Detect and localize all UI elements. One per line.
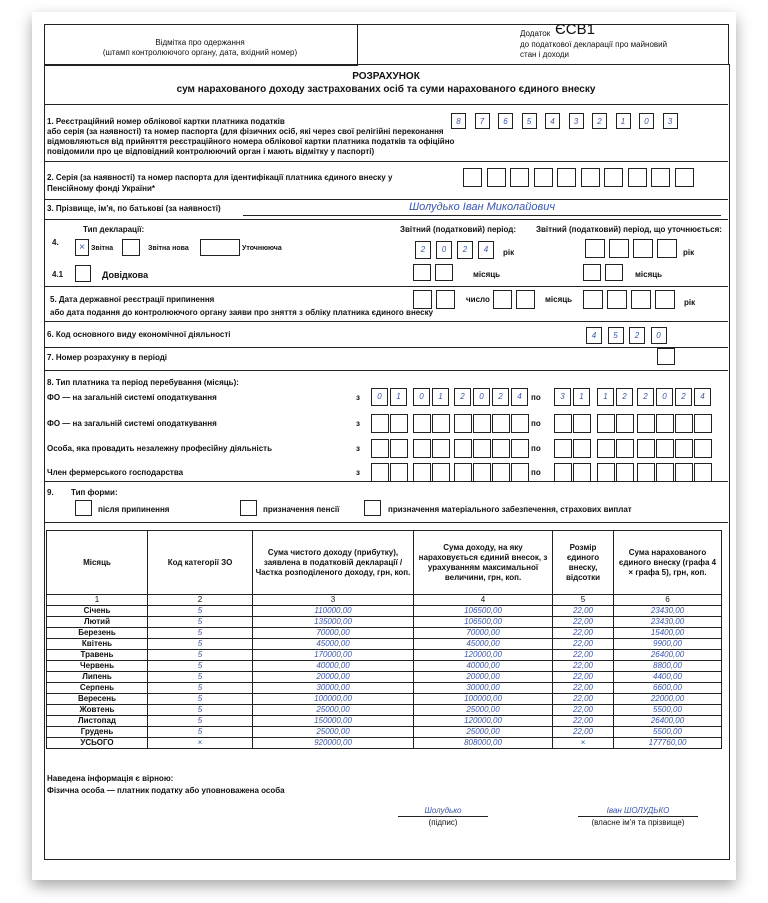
s5-line2: або дата подання до контролюючого органу заяви про зняття з обліку платника єдиного внеску xyxy=(50,308,434,317)
year-box[interactable] xyxy=(583,290,603,309)
table-row xyxy=(47,694,722,705)
table-row xyxy=(47,639,722,650)
year-box[interactable] xyxy=(631,290,651,309)
value-cell: 40000,00 xyxy=(253,661,414,672)
table-row xyxy=(47,727,722,738)
s2-line2: Пенсійному фонді України* xyxy=(47,184,155,193)
value-cell: 110000,00 xyxy=(253,606,414,617)
value-cell: 26400,00 xyxy=(614,716,722,727)
period-box[interactable] xyxy=(492,414,510,433)
period-box[interactable] xyxy=(454,463,472,482)
value-cell: 22,00 xyxy=(553,639,614,650)
kved-digit: 4 xyxy=(586,327,602,344)
day-box[interactable] xyxy=(436,290,455,309)
month-cell: Червень xyxy=(47,661,148,672)
clarify-year-box[interactable] xyxy=(609,239,629,258)
col-contribution-header: Сума нарахованого єдиного внеску (графа 4 × графа 5), грн, коп. xyxy=(614,531,722,595)
divider xyxy=(44,161,728,162)
value-cell: 25000,00 xyxy=(253,705,414,716)
value-cell: 5 xyxy=(148,606,253,617)
s9-number: 9. xyxy=(47,488,54,497)
footer-name-label: (власне ім'я та прізвище) xyxy=(591,818,685,827)
period-box[interactable] xyxy=(390,463,408,482)
to-label: по xyxy=(531,419,541,428)
s4-opt-current: Звітна xyxy=(91,245,114,252)
footer-line1: Наведена інформація є вірною: xyxy=(47,774,174,783)
period-box[interactable] xyxy=(597,439,615,458)
period-box[interactable] xyxy=(694,439,712,458)
value-cell: 135000,00 xyxy=(253,617,414,628)
value-cell: 22,00 xyxy=(553,661,614,672)
name-line xyxy=(578,816,698,817)
year-box[interactable] xyxy=(607,290,627,309)
period-box[interactable] xyxy=(656,463,674,482)
contributions-table xyxy=(46,530,722,749)
s3-fullname: Шолудько Іван Миколайович xyxy=(408,201,556,213)
passport-box[interactable] xyxy=(487,168,506,187)
period-box[interactable] xyxy=(413,439,431,458)
value-cell: 20000,00 xyxy=(253,672,414,683)
value-cell: 25000,00 xyxy=(414,705,553,716)
document-page xyxy=(38,18,728,868)
period-box[interactable] xyxy=(413,463,431,482)
passport-box[interactable] xyxy=(463,168,482,187)
s4-opt-new: Звітна нова xyxy=(148,245,189,252)
value-cell: 22,00 xyxy=(553,705,614,716)
to-label: по xyxy=(531,393,541,402)
s7-label: 7. Номер розрахунку в періоді xyxy=(47,353,168,362)
period-box[interactable] xyxy=(656,439,674,458)
s9-opt-pension: призначення пенсії xyxy=(263,505,340,514)
value-cell: 25000,00 xyxy=(253,727,414,738)
s9-box-benefits[interactable] xyxy=(364,500,381,516)
period-digit: 2 xyxy=(637,388,654,406)
period-box[interactable] xyxy=(694,414,712,433)
value-cell: 70000,00 xyxy=(414,628,553,639)
tax-id-digit: 5 xyxy=(522,113,537,129)
value-cell: × xyxy=(553,738,614,749)
month-cell: Листопад xyxy=(47,716,148,727)
value-cell: 5 xyxy=(148,661,253,672)
value-cell: 20000,00 xyxy=(414,672,553,683)
divider xyxy=(44,347,728,348)
period-digit: 2 xyxy=(675,388,692,406)
s4-number: 4. xyxy=(52,238,59,247)
s4-clarify-suffix: рік xyxy=(683,248,695,257)
period-box[interactable] xyxy=(554,439,572,458)
period-digit: 0 xyxy=(371,388,388,406)
s6-label: 6. Код основного виду економічної діяльності xyxy=(47,330,231,339)
box[interactable] xyxy=(435,264,453,281)
table-row xyxy=(47,617,722,628)
period-box[interactable] xyxy=(371,439,389,458)
passport-box[interactable] xyxy=(651,168,670,187)
from-label: з xyxy=(356,444,360,453)
month-cell: Грудень xyxy=(47,727,148,738)
divider xyxy=(44,481,728,482)
table-colnum-row xyxy=(47,595,722,606)
table-row xyxy=(47,650,722,661)
divider xyxy=(44,199,728,200)
period-digit: 2 xyxy=(492,388,509,406)
s41-number: 4.1 xyxy=(52,270,64,279)
payer-type-label: Член фермерського господарства xyxy=(47,468,184,477)
month-cell: Жовтень xyxy=(47,705,148,716)
month-cell: УСЬОГО xyxy=(47,738,148,749)
table-header-row xyxy=(47,531,722,595)
value-cell: 5 xyxy=(148,672,253,683)
value-cell: 30000,00 xyxy=(253,683,414,694)
table-row xyxy=(47,716,722,727)
s1-line3: відмовляються від прийняття реєстраційного номера облікової картки платника податків та офіційно xyxy=(47,137,455,146)
period-digit: 0 xyxy=(656,388,673,406)
period-box[interactable] xyxy=(511,414,529,433)
value-cell: 22,00 xyxy=(553,694,614,705)
tax-id-digit: 7 xyxy=(475,113,490,129)
tax-id-digit: 3 xyxy=(569,113,584,129)
value-cell: 23430,00 xyxy=(614,617,722,628)
year-digit: 4 xyxy=(478,241,494,259)
colnum: 2 xyxy=(148,595,253,606)
payer-type-label: Особа, яка провадить незалежну професійну діяльність xyxy=(47,444,273,453)
period-box[interactable] xyxy=(390,414,408,433)
year-digit: 0 xyxy=(436,241,452,259)
year-digit: 2 xyxy=(415,241,431,259)
value-cell: 30000,00 xyxy=(414,683,553,694)
passport-box[interactable] xyxy=(557,168,576,187)
box[interactable] xyxy=(583,264,601,281)
s4-period-label: Звітний (податковий) період: xyxy=(400,225,517,234)
s1-line4: повідомили про це відповідний контролюючий орган і мають відмітку у паспорті) xyxy=(47,147,375,156)
from-label: з xyxy=(356,393,360,402)
value-cell: 26400,00 xyxy=(614,650,722,661)
period-box[interactable] xyxy=(473,439,491,458)
passport-box[interactable] xyxy=(510,168,529,187)
box[interactable] xyxy=(605,264,623,281)
value-cell: 6600,00 xyxy=(614,683,722,694)
clarify-year-box[interactable] xyxy=(585,239,605,258)
value-cell: 5 xyxy=(148,716,253,727)
s4-type-box-new[interactable] xyxy=(122,239,140,256)
period-box[interactable] xyxy=(573,463,591,482)
col-rate-header: Розмір єдиного внеску, відсотки xyxy=(553,531,614,595)
period-digit: 2 xyxy=(616,388,633,406)
period-box[interactable] xyxy=(616,463,634,482)
tax-id-digit: 3 xyxy=(663,113,678,129)
month-cell: Серпень xyxy=(47,683,148,694)
month-cell: Травень xyxy=(47,650,148,661)
value-cell: 5 xyxy=(148,694,253,705)
period-box[interactable] xyxy=(454,439,472,458)
value-cell: 100000,00 xyxy=(253,694,414,705)
value-cell: 106500,00 xyxy=(414,617,553,628)
period-box[interactable] xyxy=(413,414,431,433)
value-cell: 22,00 xyxy=(553,716,614,727)
stamp-line2: (штамп контролюючого органу, дата, вхідний номер) xyxy=(102,48,298,57)
s41-checkbox[interactable] xyxy=(75,265,91,282)
value-cell: 100000,00 xyxy=(414,694,553,705)
to-label: по xyxy=(531,468,541,477)
period-digit: 1 xyxy=(573,388,590,406)
period-box[interactable] xyxy=(432,463,450,482)
kved-digit: 2 xyxy=(629,327,645,344)
col-category-header: Код категорії ЗО xyxy=(148,531,253,595)
form-title: РОЗРАХУНОК xyxy=(352,71,420,82)
value-cell: 120000,00 xyxy=(414,716,553,727)
period-box[interactable] xyxy=(511,439,529,458)
col-taxable-income-header: Сума доходу, на яку нараховується єдиний внесок, з урахуванням максимальної величини, грн, коп. xyxy=(414,531,553,595)
s5-day: число xyxy=(466,295,490,304)
value-cell: 5 xyxy=(148,683,253,694)
period-box[interactable] xyxy=(675,463,693,482)
period-digit: 0 xyxy=(473,388,490,406)
s1-line2: або серія (за наявності) та номер паспорта (для фізичних осіб, які через свої релігійні переконання xyxy=(47,127,444,136)
s5-month: місяць xyxy=(545,295,573,304)
period-box[interactable] xyxy=(371,414,389,433)
table-row xyxy=(47,672,722,683)
value-cell: 5 xyxy=(148,705,253,716)
value-cell: 170000,00 xyxy=(253,650,414,661)
value-cell: 22,00 xyxy=(553,628,614,639)
period-box[interactable] xyxy=(597,463,615,482)
s8-title: 8. Тип платника та період перебування (місяць): xyxy=(47,378,239,387)
passport-box[interactable] xyxy=(628,168,647,187)
passport-box[interactable] xyxy=(675,168,694,187)
annex-code: ЄСВ1 xyxy=(555,21,595,38)
s9-opt-termination: після припинення xyxy=(98,505,170,514)
passport-box[interactable] xyxy=(604,168,623,187)
divider xyxy=(44,104,728,105)
to-label: по xyxy=(531,444,541,453)
value-cell: 808000,00 xyxy=(414,738,553,749)
period-box[interactable] xyxy=(597,414,615,433)
period-box[interactable] xyxy=(616,439,634,458)
divider xyxy=(44,370,728,371)
value-cell: 5 xyxy=(148,650,253,661)
divider xyxy=(44,321,728,322)
colnum: 5 xyxy=(553,595,614,606)
tax-id-digit: 8 xyxy=(451,113,466,129)
tax-id-digit: 1 xyxy=(616,113,631,129)
value-cell: 22,00 xyxy=(553,606,614,617)
signature-line xyxy=(398,816,488,817)
month-cell: Вересень xyxy=(47,694,148,705)
value-cell: 150000,00 xyxy=(253,716,414,727)
value-cell: 9900,00 xyxy=(614,639,722,650)
divider xyxy=(44,286,728,287)
period-box[interactable] xyxy=(473,463,491,482)
month-cell: Липень xyxy=(47,672,148,683)
s5-line1: 5. Дата державної реєстрації припинення xyxy=(50,295,215,304)
period-digit: 4 xyxy=(694,388,711,406)
colnum: 6 xyxy=(614,595,722,606)
passport-box[interactable] xyxy=(534,168,553,187)
tax-id-digit: 6 xyxy=(498,113,513,129)
period-digit: 1 xyxy=(432,388,449,406)
period-digit: 3 xyxy=(554,388,571,406)
tax-id-digit: 4 xyxy=(545,113,560,129)
value-cell: 5500,00 xyxy=(614,727,722,738)
month-cell: Січень xyxy=(47,606,148,617)
year-digit: 2 xyxy=(457,241,473,259)
value-cell: 22,00 xyxy=(553,617,614,628)
value-cell: 22,00 xyxy=(553,683,614,694)
period-digit: 2 xyxy=(454,388,471,406)
value-cell: 5 xyxy=(148,639,253,650)
period-box[interactable] xyxy=(675,439,693,458)
s4-opt-clarify: Уточнююча xyxy=(242,245,282,252)
s4-clarify-label: Звітний (податковий) період, що уточнюється: xyxy=(536,225,722,234)
period-box[interactable] xyxy=(432,439,450,458)
s4-year-suffix: рік xyxy=(503,248,515,257)
value-cell: 45000,00 xyxy=(253,639,414,650)
month-cell: Березень xyxy=(47,628,148,639)
from-label: з xyxy=(356,419,360,428)
period-box[interactable] xyxy=(473,414,491,433)
value-cell: 70000,00 xyxy=(253,628,414,639)
period-box[interactable] xyxy=(432,414,450,433)
period-box[interactable] xyxy=(675,414,693,433)
kved-digit: 0 xyxy=(651,327,667,344)
divider xyxy=(44,522,728,523)
table-row xyxy=(47,661,722,672)
footer-signature-label: (підпис) xyxy=(428,818,458,827)
day-box[interactable] xyxy=(413,290,432,309)
value-cell: 45000,00 xyxy=(414,639,553,650)
period-box[interactable] xyxy=(492,439,510,458)
value-cell: 106500,00 xyxy=(414,606,553,617)
value-cell: 177760,00 xyxy=(614,738,722,749)
period-box[interactable] xyxy=(454,414,472,433)
period-digit: 4 xyxy=(511,388,528,406)
value-cell: × xyxy=(148,738,253,749)
value-cell: 5 xyxy=(148,628,253,639)
value-cell: 25000,00 xyxy=(414,727,553,738)
annex-line2: стан і доходи xyxy=(520,50,570,59)
value-cell: 4400,00 xyxy=(614,672,722,683)
s4-type-label: Тип декларації: xyxy=(83,225,145,234)
s1-line1: 1. Реєстраційний номер облікової картки платника податків xyxy=(47,117,285,126)
month-box[interactable] xyxy=(493,290,512,309)
value-cell: 5 xyxy=(148,727,253,738)
period-digit: 1 xyxy=(597,388,614,406)
clarify-year-box[interactable] xyxy=(657,239,677,258)
s2-line1: 2. Серія (за наявності) та номер паспорта для ідентифікації платника єдиного внеску у xyxy=(47,173,393,182)
col-net-income-header: Сума чистого доходу (прибутку), заявлена в податковій декларації / Частка розподіленого доходу, грн, коп. xyxy=(253,531,414,595)
s7-number-box[interactable] xyxy=(657,348,675,365)
tax-id-digit: 2 xyxy=(592,113,607,129)
s3-underline xyxy=(243,215,721,216)
value-cell: 22000,00 xyxy=(614,694,722,705)
s41-month2: місяць xyxy=(635,270,663,279)
value-cell: 23430,00 xyxy=(614,606,722,617)
value-cell: 120000,00 xyxy=(414,650,553,661)
stamp-line1: Відмітка про одержання xyxy=(155,38,245,47)
period-box[interactable] xyxy=(573,414,591,433)
col-month-header: Місяць xyxy=(47,531,148,595)
year-box[interactable] xyxy=(655,290,675,309)
period-box[interactable] xyxy=(573,439,591,458)
tax-id-digit: 0 xyxy=(639,113,654,129)
period-box[interactable] xyxy=(554,463,572,482)
period-box[interactable] xyxy=(511,463,529,482)
colnum: 4 xyxy=(414,595,553,606)
colnum: 3 xyxy=(253,595,414,606)
period-box[interactable] xyxy=(694,463,712,482)
period-box[interactable] xyxy=(492,463,510,482)
value-cell: 22,00 xyxy=(553,650,614,661)
period-box[interactable] xyxy=(390,439,408,458)
s9-box-pension[interactable] xyxy=(240,500,257,516)
from-label: з xyxy=(356,468,360,477)
period-digit: 1 xyxy=(390,388,407,406)
s41-month: місяць xyxy=(473,270,501,279)
passport-box[interactable] xyxy=(581,168,600,187)
value-cell: 920000,00 xyxy=(253,738,414,749)
table-row xyxy=(47,705,722,716)
month-cell: Квітень xyxy=(47,639,148,650)
s4-type-box-clarify[interactable] xyxy=(200,239,240,256)
s4-type-box-current[interactable]: × xyxy=(75,239,89,256)
s5-year: рік xyxy=(684,298,696,307)
period-box[interactable] xyxy=(371,463,389,482)
s9-opt-benefits: призначення матеріального забезпечення, страхових виплат xyxy=(388,505,632,514)
value-cell: 15400,00 xyxy=(614,628,722,639)
form-subtitle: сум нарахованого доходу застрахованих осіб та суми нарахованого єдиного внеску xyxy=(176,84,596,95)
footer-signature: Шолудько xyxy=(424,806,462,815)
divider xyxy=(44,219,728,220)
period-box[interactable] xyxy=(637,414,655,433)
s9-box-termination[interactable] xyxy=(75,500,92,516)
value-cell: 22,00 xyxy=(553,672,614,683)
period-digit: 0 xyxy=(413,388,430,406)
s41-label: Довідкова xyxy=(102,270,149,280)
colnum: 1 xyxy=(47,595,148,606)
month-cell: Лютий xyxy=(47,617,148,628)
payer-type-label: ФО — на загальній системі оподаткування xyxy=(47,419,217,428)
annex-prefix: Додаток xyxy=(520,29,551,38)
kved-digit: 5 xyxy=(608,327,624,344)
footer-line2: Фізична особа — платник податку або уповноважена особа xyxy=(47,786,285,795)
clarify-year-box[interactable] xyxy=(633,239,653,258)
value-cell: 22,00 xyxy=(553,727,614,738)
value-cell: 5 xyxy=(148,617,253,628)
value-cell: 40000,00 xyxy=(414,661,553,672)
table-row xyxy=(47,606,722,617)
footer-name: Іван ШОЛУДЬКО xyxy=(606,806,670,815)
period-box[interactable] xyxy=(637,439,655,458)
s3-label: 3. Прізвище, ім'я, по батькові (за наявності) xyxy=(47,204,221,213)
value-cell: 8800,00 xyxy=(614,661,722,672)
table-row xyxy=(47,683,722,694)
period-box[interactable] xyxy=(554,414,572,433)
table-row xyxy=(47,628,722,639)
table-row xyxy=(47,738,722,749)
box[interactable] xyxy=(413,264,431,281)
month-box[interactable] xyxy=(516,290,535,309)
value-cell: 5500,00 xyxy=(614,705,722,716)
s9-title: Тип форми: xyxy=(71,488,118,497)
period-box[interactable] xyxy=(616,414,634,433)
period-box[interactable] xyxy=(637,463,655,482)
payer-type-label: ФО — на загальній системі оподаткування xyxy=(47,393,217,402)
annex-line1: до податкової декларації про майновий xyxy=(520,40,668,49)
period-box[interactable] xyxy=(656,414,674,433)
